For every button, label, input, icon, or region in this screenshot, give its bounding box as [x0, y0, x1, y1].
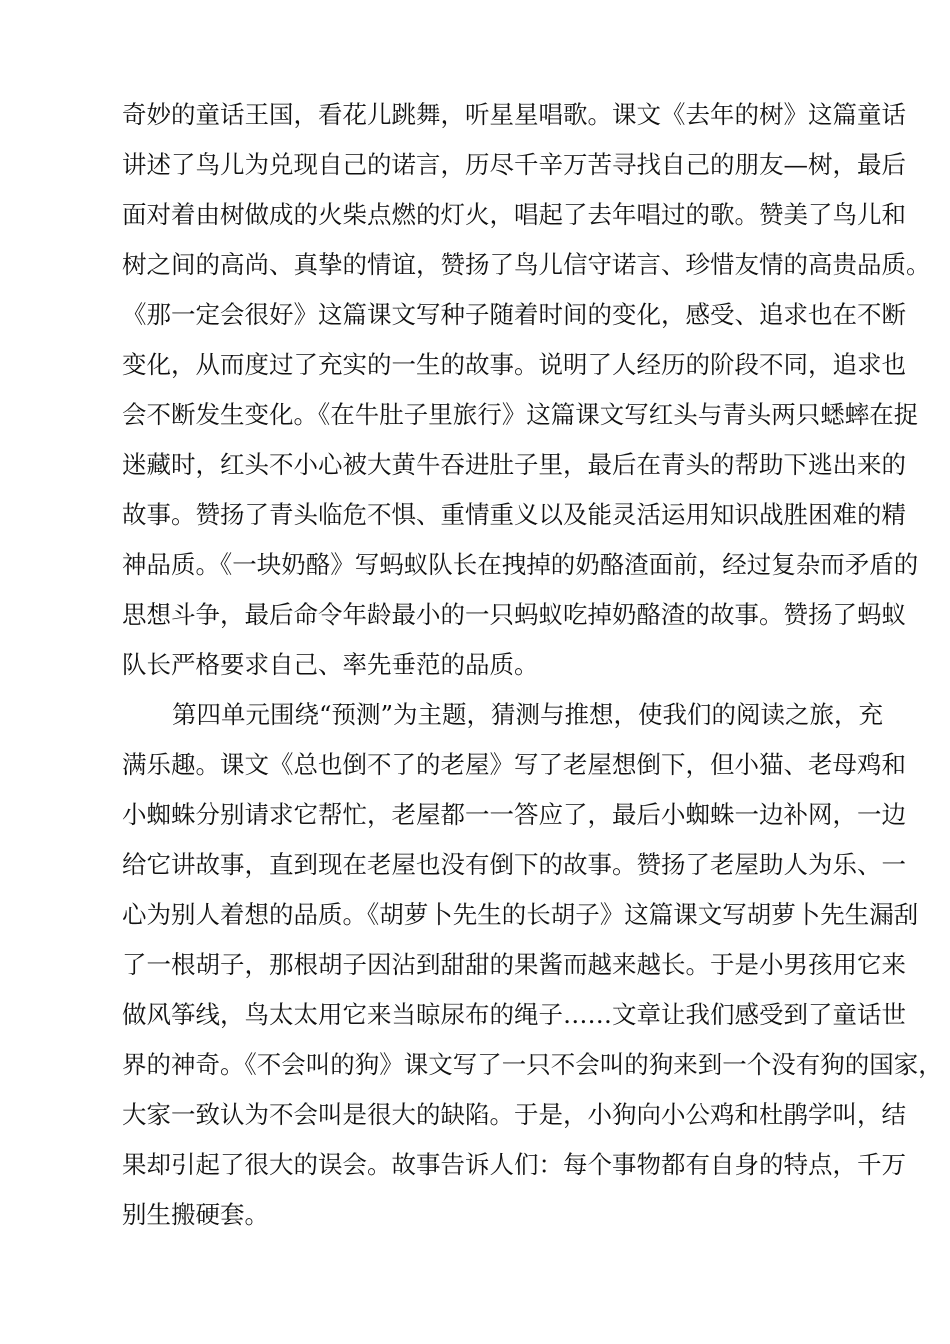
text-line: 心为别人着想的品质。《胡萝卜先生的长胡子》这篇课文写胡萝卜先生漏刮 [122, 900, 919, 929]
text-line: 小蜘蛛分别请求它帮忙，老屋都一一答应了，最后小蜘蛛一边补网，一边 [122, 800, 906, 829]
text-line: 讲述了鸟儿为兑现自己的诺言，历尽千辛万苦寻找自己的朋友—树，最后 [122, 150, 906, 179]
text-line: 面对着由树做成的火柴点燃的灯火，唱起了去年唱过的歌。赞美了鸟儿和 [122, 200, 906, 229]
paragraph-first-line: 第四单元围绕“预测”为主题，猜测与推想，使我们的阅读之旅，充 [172, 700, 884, 729]
text-line: 大家一致认为不会叫是很大的缺陷。于是，小狗向小公鸡和杜鹃学叫，结 [122, 1100, 906, 1129]
text-line: 队长严格要求自己、率先垂范的品质。 [122, 650, 539, 679]
text-line: 思想斗争，最后命令年龄最小的一只蚂蚁吃掉奶酪渣的故事。赞扬了蚂蚁 [122, 600, 906, 629]
text-line: 会不断发生变化。《在牛肚子里旅行》这篇课文写红头与青头两只蟋蟀在捉 [122, 400, 919, 429]
text-line: 《那一定会很好》这篇课文写种子随着时间的变化，感受、追求也在不断 [122, 300, 906, 329]
text-line: 别生搬硬套。 [122, 1200, 269, 1229]
text-line: 界的神奇。《不会叫的狗》课文写了一只不会叫的狗来到一个没有狗的国家， [122, 1050, 943, 1079]
text-line: 故事。赞扬了青头临危不惧、重情重义以及能灵活运用知识战胜困难的精 [122, 500, 906, 529]
text-line: 了一根胡子，那根胡子因沾到甜甜的果酱而越来越长。于是小男孩用它来 [122, 950, 906, 979]
text-line: 给它讲故事，直到现在老屋也没有倒下的故事。赞扬了老屋助人为乐、一 [122, 850, 906, 879]
text-line: 树之间的高尚、真挚的情谊，赞扬了鸟儿信守诺言、珍惜友情的高贵品质。 [122, 250, 931, 279]
text-line: 果却引起了很大的误会。故事告诉人们：每个事物都有自身的特点，千万 [122, 1150, 906, 1179]
text-line: 迷藏时，红头不小心被大黄牛吞进肚子里，最后在青头的帮助下逃出来的 [122, 450, 906, 479]
text-line: 满乐趣。课文《总也倒不了的老屋》写了老屋想倒下，但小猫、老母鸡和 [122, 750, 906, 779]
text-line: 做风筝线，鸟太太用它来当晾尿布的绳子……文章让我们感受到了童话世 [122, 1000, 906, 1029]
text-line: 变化，从而度过了充实的一生的故事。说明了人经历的阶段不同，追求也 [122, 350, 906, 379]
text-line: 神品质。《一块奶酪》写蚂蚁队长在拽掉的奶酪渣面前，经过复杂而矛盾的 [122, 550, 919, 579]
text-line: 奇妙的童话王国，看花儿跳舞，听星星唱歌。课文《去年的树》这篇童话 [122, 100, 906, 129]
document-body [122, 90, 943, 1240]
